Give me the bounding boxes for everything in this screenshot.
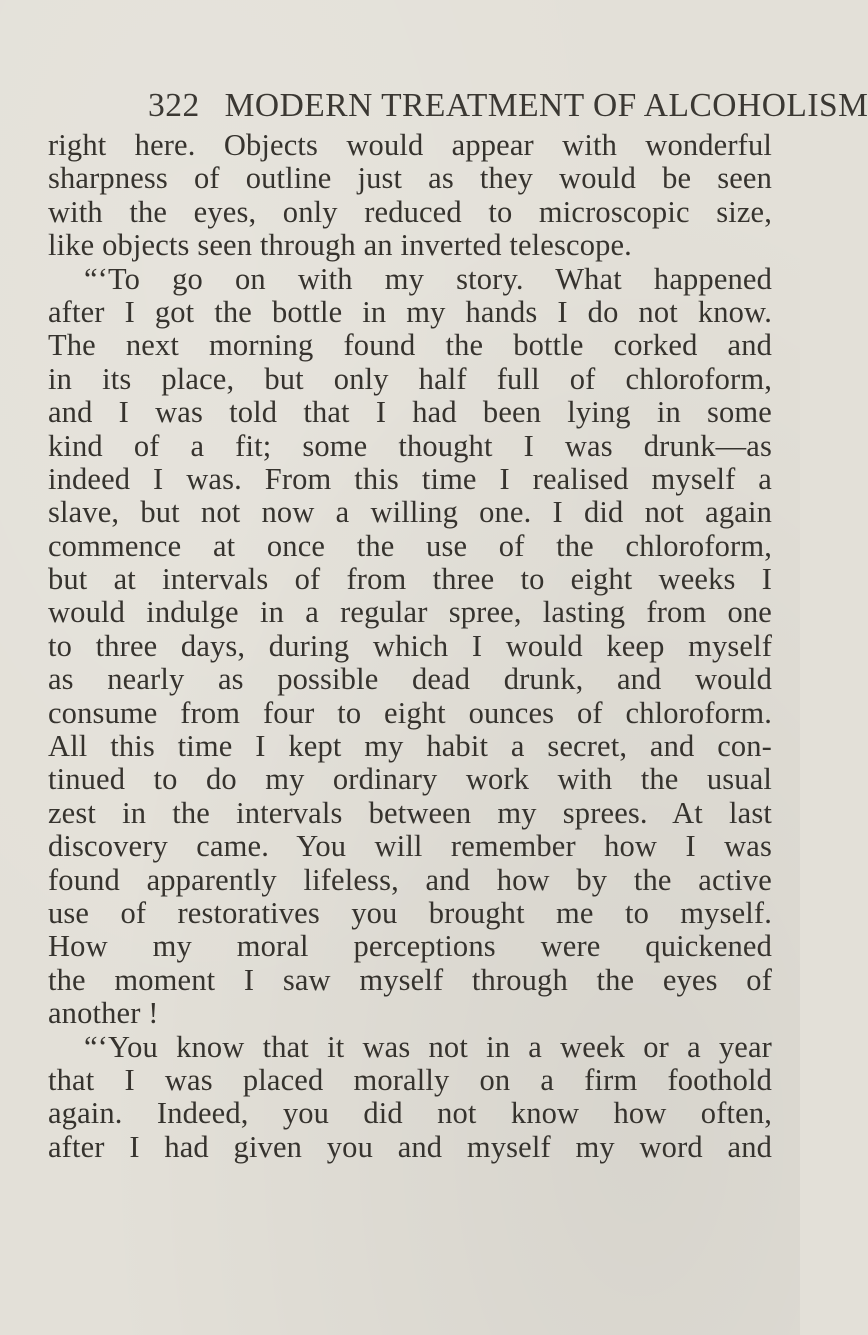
text-line: that I was placed morally on a firm foothold — [48, 1062, 772, 1097]
text-line: tinued to do my ordinary work with the usual — [48, 762, 772, 797]
text-line: All this time I kept my habit a secret, and con- — [48, 729, 772, 764]
text-line: and I was told that I had been lying in some — [48, 395, 772, 430]
text-line: again. Indeed, you did not know how often, — [48, 1096, 772, 1131]
page-header — [148, 86, 868, 126]
text-line: found apparently lifeless, and how by the active — [48, 862, 772, 897]
text-line: in its place, but only half full of chloroform, — [48, 361, 772, 396]
text-line: The next morning found the bottle corked and — [48, 328, 772, 363]
running-title: MODERN TREATMENT OF ALCOHOLISM — [224, 87, 868, 124]
text-line: the moment I saw myself through the eyes of — [48, 962, 772, 997]
text-line: kind of a fit; some thought I was drunk—as — [48, 428, 772, 463]
text-line: but at intervals of from three to eight weeks I — [48, 562, 772, 597]
text-line: right here. Objects would appear with wonderful — [48, 128, 772, 162]
page-number: 322 — [148, 87, 200, 124]
text-line: slave, but not now a willing one. I did not again — [48, 495, 772, 530]
text-line: zest in the intervals between my sprees. At last — [48, 795, 772, 830]
text-line: after I got the bottle in my hands I do not know. — [48, 294, 772, 329]
text-line: use of restoratives you brought me to myself. — [48, 895, 772, 930]
text-line: like objects seen through an inverted telescope. — [48, 228, 632, 263]
text-line: as nearly as possible dead drunk, and would — [48, 662, 772, 697]
text-line: discovery came. You will remember how I was — [48, 829, 772, 864]
body-text — [48, 129, 772, 1164]
text-line: How my moral perceptions were quickened — [48, 929, 772, 964]
text-line: commence at once the use of the chloroform, — [48, 528, 772, 563]
text-line: another ! — [48, 996, 159, 1031]
text-line: after I had given you and myself my word and — [48, 1129, 772, 1164]
text-line: “‘To go on with my story. What happened — [84, 261, 772, 296]
text-line: indeed I was. From this time I realised myself a — [48, 461, 772, 496]
text-line: would indulge in a regular spree, lasting from one — [48, 595, 772, 630]
text-line: to three days, during which I would keep myself — [48, 628, 772, 663]
text-line: “‘You know that it was not in a week or a year — [84, 1029, 772, 1064]
text-line: with the eyes, only reduced to microscopic size, — [48, 194, 772, 229]
text-line: consume from four to eight ounces of chloroform. — [48, 695, 772, 730]
text-line: sharpness of outline just as they would be seen — [48, 161, 772, 196]
